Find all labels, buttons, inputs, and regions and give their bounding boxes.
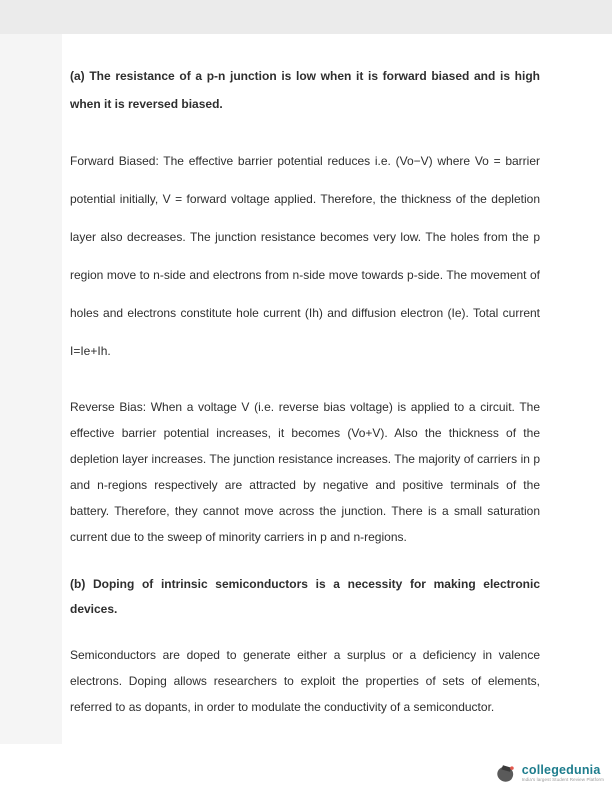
answer-b-heading: (b) Doping of intrinsic semiconductors is a necessity for making electronic devices. xyxy=(70,577,540,616)
doping-paragraph: Semiconductors are doped to generate either a surplus or a deficiency in valence electrons. Doping allows researchers to exploit the properties of sets of elements, referred to as dopants, in order to modulate the conductivity of a semiconductor. xyxy=(70,648,540,714)
collegedunia-wordmark: collegedunia xyxy=(521,762,601,777)
forward-bias-paragraph: Forward Biased: The effective barrier potential reduces i.e. (Vo−V) where Vo = barrier potential initially, V = forward voltage applied. Therefore, the thickness of the depletion layer also decreases. The junction resistance becomes very low. The holes from the p region move to n-side and electrons from n-side move towards p-side. The movement of holes and electrons constitute hole current (Ih) and diffusion electron (Ie). Total current I=Ie+Ih. xyxy=(70,154,540,358)
scan-shading-left xyxy=(0,34,62,744)
document-content xyxy=(70,62,540,720)
collegedunia-logo xyxy=(492,760,604,786)
collegedunia-logo-text xyxy=(522,764,604,783)
collegedunia-mascot-icon xyxy=(492,760,518,786)
reverse-bias-paragraph: Reverse Bias: When a voltage V (i.e. reverse bias voltage) is applied to a circuit. The effective barrier potential increases, it becomes (Vo+V). Also the thickness of the depletion layer increases. The junction resistance increases. The majority of carriers in p and n-regions respectively are attracted by negative and positive terminals of the battery. Therefore, they cannot move across the junction. There is a small saturation current due to the sweep of minority carriers in p and n-regions. xyxy=(70,400,540,544)
collegedunia-tagline: India's largest Student Review Platform xyxy=(521,777,604,782)
answer-a-heading: (a) The resistance of a p-n junction is low when it is forward biased and is high when it is reversed biased. xyxy=(70,69,540,111)
scan-shading-top xyxy=(0,0,612,34)
